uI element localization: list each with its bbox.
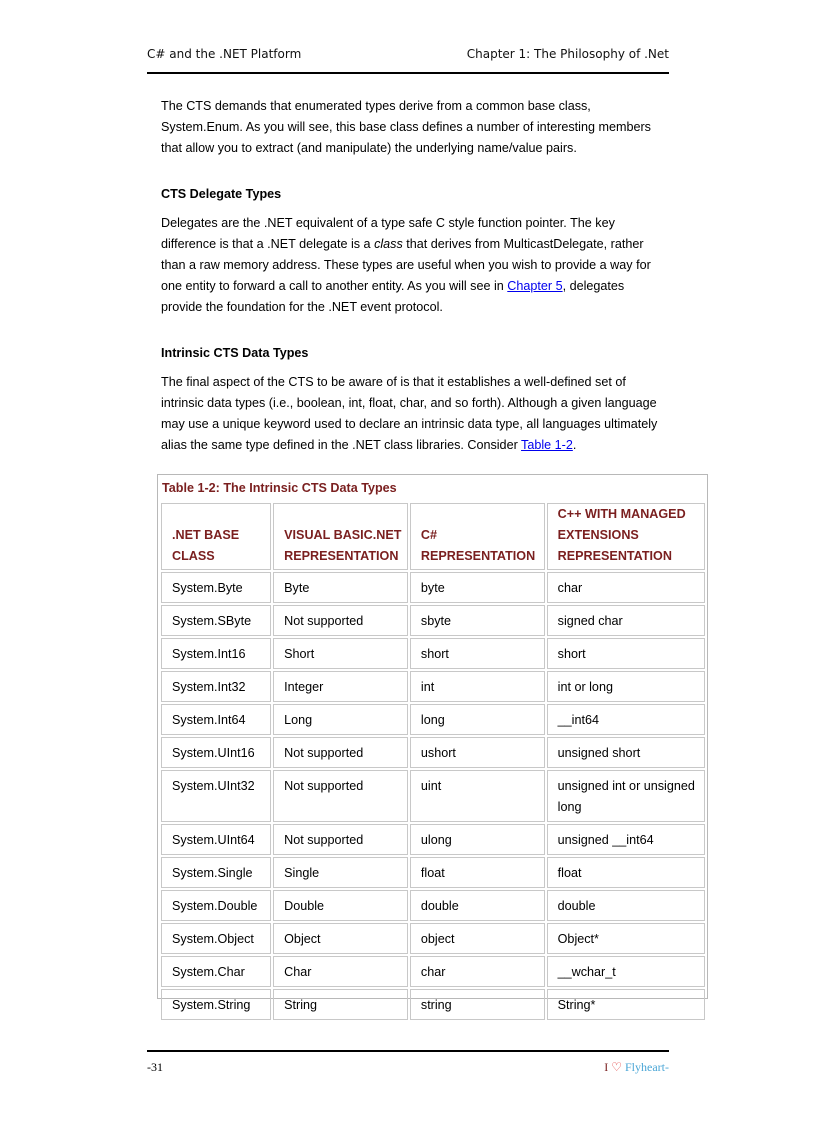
table-cell: Object* (547, 923, 705, 954)
text-span: The final aspect of the CTS to be aware of is that it establishes a well-defined set of intrinsic data types (i.e., boolean, int, float, char, and so forth). Although a given language may use a unique keyword used to declare an intrinsic data type, all languages ultimately alias the same type defined in the .NET class libraries. Consider (161, 375, 658, 452)
table-cell: System.Char (161, 956, 271, 987)
table-row (161, 824, 705, 855)
table-cell: unsigned short (547, 737, 705, 768)
table-cell: Not supported (273, 770, 408, 822)
table-header-row (161, 503, 705, 570)
table-cell: System.Double (161, 890, 271, 921)
table-cell: short (547, 638, 705, 669)
table-cell: __wchar_t (547, 956, 705, 987)
table-cell: double (410, 890, 545, 921)
table-cell: signed char (547, 605, 705, 636)
table-cell: ulong (410, 824, 545, 855)
table-cell: unsigned int or unsigned long (547, 770, 705, 822)
table-cell: System.UInt32 (161, 770, 271, 822)
table-cell: Single (273, 857, 408, 888)
table-cell: System.Int32 (161, 671, 271, 702)
table-cell: System.Byte (161, 572, 271, 603)
table-cell: Object (273, 923, 408, 954)
emphasis-class: class (374, 237, 403, 251)
table-cell: int (410, 671, 545, 702)
footer-divider (147, 1050, 669, 1052)
table-cell: System.SByte (161, 605, 271, 636)
table-cell: Double (273, 890, 408, 921)
table-cell: Short (273, 638, 408, 669)
heading-intrinsic-types: Intrinsic CTS Data Types (161, 346, 309, 360)
table-cell: long (410, 704, 545, 735)
table-cell: string (410, 989, 545, 1020)
table-cell: uint (410, 770, 545, 822)
header-book-title: C# and the .NET Platform (147, 47, 302, 61)
table-cell: System.Single (161, 857, 271, 888)
table-cell: float (410, 857, 545, 888)
paragraph-enum: The CTS demands that enumerated types derive from a common base class, System.Enum. As you will see, this base class defines a number of interesting members that allow you to extract (and manipulate) the underlying name/value pairs. (161, 99, 651, 155)
table-row (161, 890, 705, 921)
table-row (161, 956, 705, 987)
table-cell: System.String (161, 989, 271, 1020)
table-cell: Integer (273, 671, 408, 702)
table-cell: Byte (273, 572, 408, 603)
data-types-table-container (157, 474, 708, 1012)
table-cell: byte (410, 572, 545, 603)
table-cell: char (547, 572, 705, 603)
heart-icon: ♡ (611, 1060, 622, 1074)
table-cell: Char (273, 956, 408, 987)
header-chapter-title: Chapter 1: The Philosophy of .Net (466, 47, 669, 61)
table-cell: String* (547, 989, 705, 1020)
table-cell: char (410, 956, 545, 987)
page-number: -31 (147, 1060, 163, 1074)
table-cell: double (547, 890, 705, 921)
table-cell: String (273, 989, 408, 1020)
table-cell: System.UInt64 (161, 824, 271, 855)
table-cell: short (410, 638, 545, 669)
table-row (161, 638, 705, 669)
table-cell: System.Int64 (161, 704, 271, 735)
table-row (161, 572, 705, 603)
table-row (161, 857, 705, 888)
table-cell: sbyte (410, 605, 545, 636)
table-cell: unsigned __int64 (547, 824, 705, 855)
table-cell: System.Int16 (161, 638, 271, 669)
text-span: that derives from MulticastDelegate, rather than a raw memory address. These types are useful when you wish to provide a way for one entity to forward a call to another entity. As you will see in (161, 237, 651, 293)
text-span: . (572, 438, 577, 452)
table-cell: Long (273, 704, 408, 735)
table-cell: System.Object (161, 923, 271, 954)
table-cell: ushort (410, 737, 545, 768)
table-row (161, 770, 705, 822)
paragraph-delegates (161, 213, 661, 318)
link-table-1-2[interactable]: Table 1-2 (521, 438, 573, 452)
brand-i: I (604, 1060, 609, 1074)
page-content (161, 96, 661, 456)
table-cell: Not supported (273, 737, 408, 768)
text-span: , delegates provide the foundation for the .NET event protocol. (161, 279, 625, 314)
table-row (161, 605, 705, 636)
text-span: Delegates are the .NET equivalent of a type safe C style function pointer. The key difference is that a .NET delegate is a (161, 216, 615, 251)
table-caption: Table 1-2: The Intrinsic CTS Data Types (162, 481, 397, 495)
table-cell: float (547, 857, 705, 888)
table-row (161, 704, 705, 735)
data-types-table (159, 501, 707, 1022)
table-cell: System.UInt16 (161, 737, 271, 768)
column-header: .NET BASE CLASS (161, 503, 271, 570)
table-row (161, 671, 705, 702)
column-header: VISUAL BASIC.NET REPRESENTATION (273, 503, 408, 570)
heading-delegate-types: CTS Delegate Types (161, 187, 282, 201)
table-row (161, 923, 705, 954)
table-cell: __int64 (547, 704, 705, 735)
table-row (161, 737, 705, 768)
table-cell: Not supported (273, 824, 408, 855)
table-row (161, 989, 705, 1020)
column-header: C++ WITH MANAGED EXTENSIONS REPRESENTATION (547, 503, 705, 570)
table-cell: int or long (547, 671, 705, 702)
column-header: C# REPRESENTATION (410, 503, 545, 570)
brand-name: Flyheart- (625, 1060, 669, 1074)
table-cell: Not supported (273, 605, 408, 636)
link-chapter-5[interactable]: Chapter 5 (507, 279, 563, 293)
footer-brand (604, 1060, 669, 1075)
table-cell: object (410, 923, 545, 954)
header-divider (147, 72, 669, 74)
paragraph-intrinsic (161, 372, 661, 456)
